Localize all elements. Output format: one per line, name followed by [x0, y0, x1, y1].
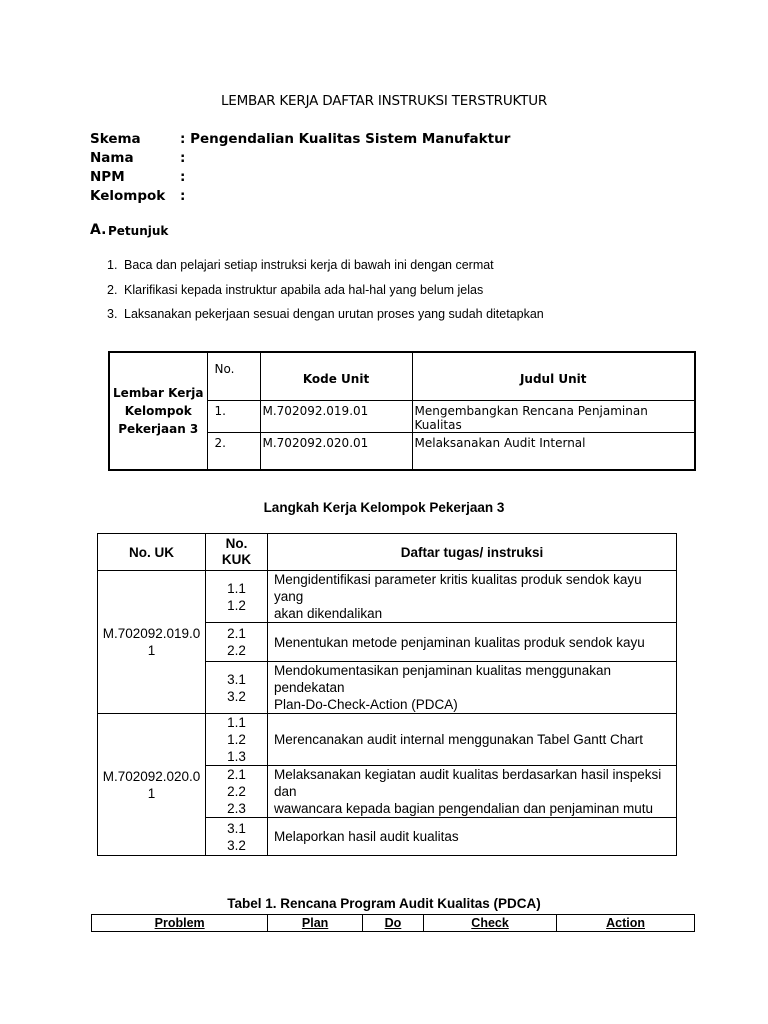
info-label-npm: NPM	[90, 169, 125, 185]
steps-header-task: Daftar tugas/ instruksi	[268, 534, 677, 571]
task-line: wawancara kepada bagian pengendalian dan penjaminan mutu	[274, 801, 654, 816]
kuk-line: 3.1	[227, 820, 246, 836]
steps-task-cell	[268, 818, 677, 856]
steps-header-row	[98, 534, 677, 571]
unit-row-no: 2.	[207, 432, 260, 470]
kuk-line: 1.2	[227, 732, 246, 747]
steps-title: Langkah Kerja Kelompok Pekerjaan 3	[263, 500, 505, 515]
kuk-line: 3.2	[227, 688, 246, 704]
task-line: Plan-Do-Check-Action (PDCA)	[274, 697, 458, 712]
steps-kuk-cell	[206, 571, 268, 623]
kuk-line: 3.1	[227, 671, 246, 687]
kuk-line: 3.2	[227, 837, 246, 853]
kuk-line: 1.2	[227, 597, 246, 613]
task-line: Mendokumentasikan penjaminan kualitas menggunakan pendekatan	[274, 663, 611, 695]
steps-task-cell	[268, 571, 677, 623]
instruction-number: 1.	[107, 258, 118, 272]
pdca-header-problem: Problem	[92, 915, 268, 932]
side-label-line: Lembar Kerja	[113, 386, 204, 400]
unit-table-header-row	[109, 352, 695, 400]
steps-kuk-cell	[206, 766, 268, 818]
unit-row-judul: Melaksanakan Audit Internal	[412, 432, 695, 470]
pdca-header-action: Action	[557, 915, 695, 932]
steps-row	[98, 571, 677, 623]
pdca-header-plan: Plan	[268, 915, 363, 932]
task-line: Menentukan metode penjaminan kualitas produk sendok kayu	[274, 634, 645, 650]
steps-kuk-cell	[206, 818, 268, 856]
task-line: Melaksanakan kegiatan audit kualitas berdasarkan hasil inspeksi dan	[274, 767, 662, 799]
unit-row-kode: M.702092.019.01	[260, 400, 412, 432]
steps-header-kuk-line: KUK	[221, 552, 252, 567]
steps-table	[97, 533, 677, 856]
steps-kuk-cell	[206, 623, 268, 662]
pdca-table	[91, 914, 695, 932]
steps-uk-line: 1	[147, 643, 156, 658]
unit-row-judul: Mengembangkan Rencana Penjaminan Kualitas	[412, 400, 695, 432]
info-value-skema: : Pengendalian Kualitas Sistem Manufaktur	[180, 131, 511, 147]
section-a-letter: A.	[90, 222, 107, 238]
section-a-title: Petunjuk	[108, 224, 169, 238]
steps-row	[98, 714, 677, 766]
pdca-header-row	[92, 915, 695, 932]
steps-task-cell	[268, 662, 677, 714]
instruction-item	[107, 258, 494, 272]
kuk-line: 2.1	[227, 767, 246, 782]
task-line: akan dikendalikan	[274, 606, 383, 621]
unit-header-kode: Kode Unit	[260, 352, 412, 400]
unit-table-side-label	[109, 352, 207, 470]
steps-kuk-cell	[206, 662, 268, 714]
info-label-skema: Skema	[90, 131, 141, 147]
steps-header-kuk	[206, 534, 268, 571]
kuk-line: 1.3	[227, 749, 246, 764]
steps-header-kuk-line: No.	[225, 536, 248, 551]
task-line: Merencanakan audit internal menggunakan Tabel Gantt Chart	[274, 732, 643, 747]
task-line: Melaporkan hasil audit kualitas	[274, 829, 459, 844]
kuk-line: 1.1	[227, 715, 246, 730]
info-value-kelompok: :	[180, 188, 186, 204]
steps-header-uk: No. UK	[98, 534, 206, 571]
unit-row-kode: M.702092.020.01	[260, 432, 412, 470]
task-line: Mengidentifikasi parameter kritis kualitas produk sendok kayu yang	[274, 572, 642, 604]
pdca-header-check: Check	[424, 915, 557, 932]
steps-uk-line: M.702092.019.0	[102, 626, 201, 641]
kuk-line: 2.1	[227, 626, 246, 641]
unit-table	[108, 351, 696, 471]
info-label-nama: Nama	[90, 150, 134, 166]
steps-task-cell	[268, 766, 677, 818]
instruction-text: Laksanakan pekerjaan sesuai dengan urutan proses yang sudah ditetapkan	[124, 307, 544, 321]
unit-header-no: No.	[207, 352, 260, 400]
side-label-line: Kelompok	[124, 404, 192, 418]
steps-task-cell	[268, 714, 677, 766]
pdca-title: Tabel 1. Rencana Program Audit Kualitas (PDCA)	[227, 896, 541, 911]
unit-row-no: 1.	[207, 400, 260, 432]
unit-header-judul: Judul Unit	[412, 352, 695, 400]
instruction-item	[107, 307, 544, 321]
steps-uk-cell	[98, 714, 206, 856]
instruction-text: Klarifikasi kepada instruktur apabila ada hal-hal yang belum jelas	[124, 283, 484, 297]
steps-uk-line: 1	[147, 785, 156, 801]
kuk-line: 2.3	[227, 801, 246, 816]
info-label-kelompok: Kelompok	[90, 188, 166, 204]
instruction-number: 3.	[107, 307, 118, 321]
instruction-number: 2.	[107, 283, 118, 297]
kuk-line: 2.2	[227, 643, 246, 658]
side-label-line: Pekerjaan 3	[118, 422, 199, 436]
document-title: LEMBAR KERJA DAFTAR INSTRUKSI TERSTRUKTUR	[220, 93, 548, 109]
pdca-header-do: Do	[362, 915, 423, 932]
steps-uk-cell	[98, 571, 206, 714]
kuk-line: 2.2	[227, 784, 246, 799]
instruction-item	[107, 283, 483, 297]
kuk-line: 1.1	[227, 580, 246, 596]
steps-task-cell	[268, 623, 677, 662]
steps-kuk-cell	[206, 714, 268, 766]
info-value-npm: :	[180, 169, 186, 185]
info-value-nama: :	[180, 150, 186, 166]
steps-uk-line: M.702092.020.0	[102, 768, 201, 784]
instruction-text: Baca dan pelajari setiap instruksi kerja di bawah ini dengan cermat	[124, 258, 494, 272]
